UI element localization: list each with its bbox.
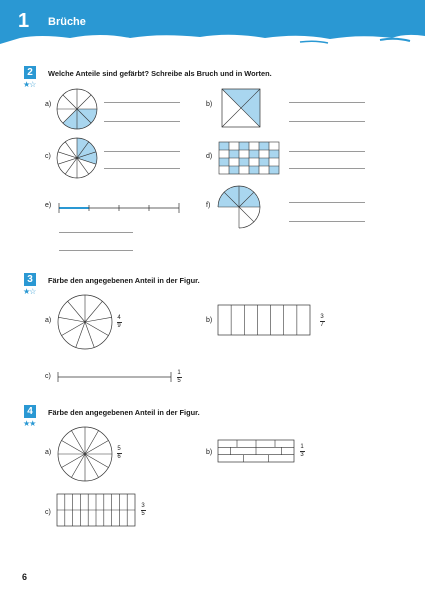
item-label-c: c) bbox=[45, 509, 51, 516]
exercise-instruction: Färbe den angegebenen Anteil in der Figur. bbox=[48, 276, 200, 285]
page-number: 6 bbox=[22, 572, 28, 582]
item-label-d: d) bbox=[206, 153, 213, 160]
item-label-b: b) bbox=[206, 317, 213, 324]
sector-figure bbox=[218, 186, 260, 228]
item-label-a: a) bbox=[45, 101, 52, 108]
circle-figure bbox=[57, 89, 97, 129]
exercise-instruction: Welche Anteile sind gefärbt? Schreibe als Bruch und in Worten. bbox=[48, 69, 272, 78]
exercise-number: 3 bbox=[24, 273, 36, 286]
number-line[interactable] bbox=[57, 372, 173, 382]
number-line bbox=[57, 202, 181, 214]
difficulty-stars: ★☆ bbox=[23, 80, 36, 89]
fraction-a: 4 9 bbox=[117, 315, 121, 329]
circle-figure[interactable] bbox=[57, 426, 113, 482]
chapter-number: 1 bbox=[18, 10, 30, 32]
circle-figure[interactable] bbox=[57, 294, 113, 350]
answer-line[interactable] bbox=[104, 121, 180, 122]
bar-figure[interactable] bbox=[57, 494, 135, 526]
item-label-b: b) bbox=[206, 449, 213, 456]
fraction-b: 1 3 bbox=[300, 444, 304, 458]
grid-figure bbox=[219, 142, 279, 174]
answer-line[interactable] bbox=[104, 102, 180, 103]
answer-line[interactable] bbox=[59, 232, 133, 233]
answer-line[interactable] bbox=[289, 121, 365, 122]
answer-line[interactable] bbox=[289, 151, 365, 152]
item-label-f: f) bbox=[206, 202, 211, 209]
answer-line[interactable] bbox=[104, 168, 180, 169]
circle-figure bbox=[57, 138, 97, 178]
fraction-a: 5 6 bbox=[117, 446, 121, 460]
exercise-number: 4 bbox=[24, 405, 36, 418]
grid-figure[interactable] bbox=[218, 440, 294, 462]
answer-line[interactable] bbox=[289, 221, 365, 222]
bar-figure[interactable] bbox=[218, 305, 310, 335]
square-figure bbox=[222, 89, 260, 127]
answer-line[interactable] bbox=[59, 250, 133, 251]
answer-line[interactable] bbox=[289, 102, 365, 103]
fraction-b: 3 7 bbox=[320, 314, 324, 328]
answer-line[interactable] bbox=[289, 168, 365, 169]
exercise-instruction: Färbe den angegebenen Anteil in der Figur. bbox=[48, 408, 200, 417]
difficulty-stars: ★★ bbox=[23, 419, 36, 428]
item-label-e: e) bbox=[45, 202, 52, 209]
item-label-a: a) bbox=[45, 317, 52, 324]
chapter-title: Brüche bbox=[48, 16, 86, 28]
answer-line[interactable] bbox=[289, 202, 365, 203]
fraction-c: 1 5 bbox=[177, 370, 181, 384]
item-label-c: c) bbox=[45, 153, 51, 160]
exercise-number: 2 bbox=[24, 66, 36, 79]
answer-line[interactable] bbox=[104, 151, 180, 152]
item-label-c: c) bbox=[45, 373, 51, 380]
difficulty-stars: ★☆ bbox=[23, 287, 36, 296]
fraction-c: 3 5 bbox=[141, 503, 145, 517]
item-label-a: a) bbox=[45, 449, 52, 456]
item-label-b: b) bbox=[206, 101, 213, 108]
